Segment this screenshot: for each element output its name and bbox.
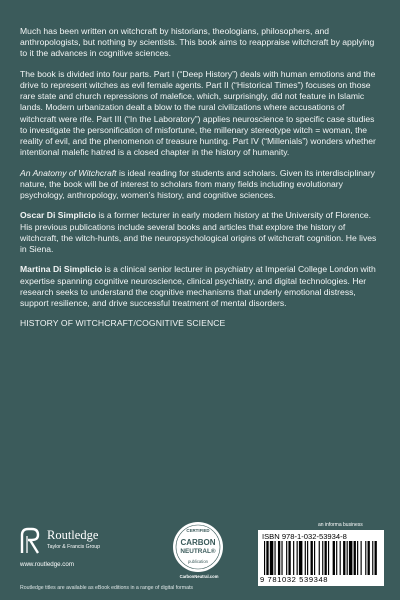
barcode-bar: [314, 541, 315, 575]
carbon-neutral-url: CarbonNeutral.com: [179, 574, 219, 579]
carbon-neutral-badge-icon: [171, 520, 225, 574]
barcode-bar: [299, 541, 302, 575]
barcode-bar: [322, 541, 323, 575]
blurb: [20, 26, 382, 339]
barcode-bar: [311, 541, 313, 575]
barcode-bar: [278, 541, 280, 575]
barcode-bar: [347, 541, 348, 575]
author-bio-oscar: [20, 210, 382, 255]
barcode-bar: [361, 541, 362, 575]
barcode-bar: [365, 541, 366, 575]
barcode-bar: [375, 541, 377, 575]
barcode-bar: [324, 541, 326, 575]
publisher-group: Taylor & Francis Group: [47, 544, 101, 550]
publisher-name: Routledge: [47, 528, 99, 542]
barcode-bar: [340, 541, 341, 575]
routledge-mark-icon: [19, 526, 41, 554]
badge-top-text: CERTIFIED: [186, 528, 210, 533]
author-name-oscar: Oscar Di Simplicio: [20, 210, 96, 221]
author-bio-oscar-text: is a former lecturer in early modern history at the University of Florence. His previous publications include several books and articles that explore the history of witchcraft, the witch-hunts, and the neuropsychological origins of witchcraft cognition. He lives in Siena.: [20, 210, 377, 255]
isbn-label: ISBN 978-1-032-53934-8: [262, 532, 347, 541]
barcode-bar: [305, 541, 306, 575]
barcode-bar: [357, 541, 358, 575]
book-title-italic: An Anatomy of Witchcraft: [20, 167, 117, 178]
badge-carbon-text: CARBON: [180, 538, 216, 547]
barcode-bar: [264, 541, 265, 575]
routledge-logo: [19, 522, 139, 560]
barcode-digits: 9 781032 539348: [260, 575, 329, 584]
badge-bottom-text: publication: [187, 559, 209, 564]
barcode-bar: [372, 541, 373, 575]
intro-paragraph: Much has been written on witchcraft by historians, theologians, philosophers, and anthropologists, but nothing by scientists. This book aims to reappraise witchcraft by applying to it the advances in cognitive sciences.: [20, 26, 375, 59]
author-bio-martina: [20, 264, 382, 309]
author-name-martina: Martina Di Simplicio: [20, 264, 103, 275]
publisher-url: www.routledge.com: [20, 561, 74, 568]
barcode-icon: [264, 541, 378, 575]
barcode-bar: [349, 541, 352, 575]
barcode-bar: [274, 541, 275, 575]
ebook-note: Routledge titles are available as eBook editions in a range of digital formats: [20, 585, 194, 591]
barcode-bar: [333, 541, 335, 575]
barcode-bar: [354, 541, 356, 575]
audience-paragraph: [20, 168, 382, 202]
barcode-bar: [336, 541, 337, 575]
barcode-bar: [266, 541, 268, 575]
barcode-bar: [368, 541, 370, 575]
barcode-bar: [319, 541, 320, 575]
barcode-bar: [343, 541, 345, 575]
barcode-bar: [293, 541, 294, 575]
informa-tagline: an informa business: [318, 522, 363, 528]
barcode-bar: [281, 541, 282, 575]
structure-paragraph: The book is divided into four parts. Part I (“Deep History”) deals with human emotions and the drive to represent witches as evil female agents. Part II (“Historical Times”) focuses on those rare state and church repressions of malefice, which, surprisingly, did not feature in Islamic lands. Modern urbanization dealt a blow to the rural civilizations where accusations of witchcraft were rife. Part III (“In the Laboratory”) applies neuroscience to specific case studies to investigate the personification of misfortune, the millenary stereotype witch = woman, the reality of evil, and the phenomenon of treasure hunting. Part IV (“Millenials”) wonders whether intentional malefic hatred is a closed chapter in the history of humanity.: [20, 68, 376, 158]
author-bio-martina-text: is a clinical senior lecturer in psychiatry at Imperial College London with expertise spanning cognitive neuroscience, clinical psychiatry, and digital technologies. Her research seeks to understand the cognitive mechanisms that underly emotional distress, support resilience, and drive successful treatment of mental disorders.: [20, 264, 376, 309]
barcode-bar: [328, 541, 329, 575]
barcode-bar: [270, 541, 273, 575]
isbn-barcode-block: [258, 530, 384, 586]
barcode-bar: [307, 541, 308, 575]
barcode-bar: [286, 541, 287, 575]
subject-category: HISTORY OF WITCHCRAFT/COGNITIVE SCIENCE: [20, 318, 226, 329]
audience-text: is ideal reading for students and scholars. Given its interdisciplinary nature, the book will be of interest to scholars from many fields including evolutionary psychology, anthropology, women’s history, and cognitive sciences.: [20, 167, 375, 201]
barcode-bar: [288, 541, 290, 575]
barcode-bar: [297, 541, 298, 575]
badge-neutral-text: NEUTRAL®: [180, 548, 216, 555]
